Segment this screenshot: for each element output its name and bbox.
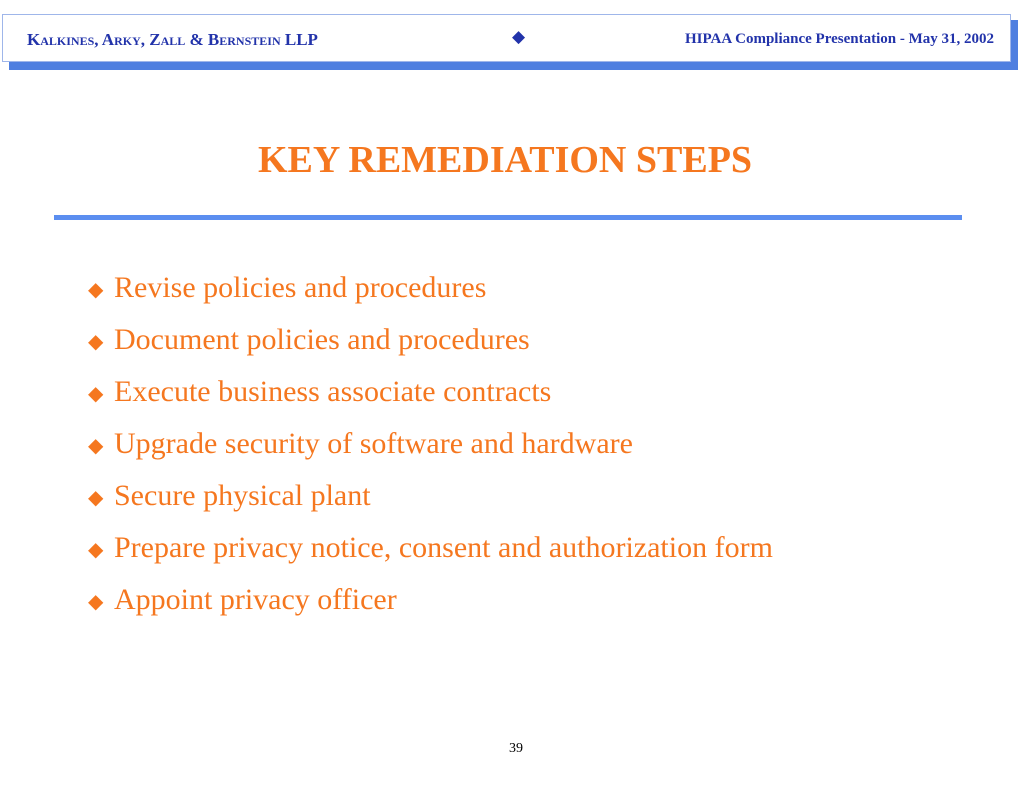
page-number: 39 (509, 741, 523, 756)
bullet-item (88, 314, 773, 366)
bullet-text: Execute business associate contracts (114, 375, 552, 408)
bullet-item (88, 574, 773, 626)
slide-title: KEY REMEDIATION STEPS (257, 139, 753, 181)
firm-name: Kalkines, Arky, Zall & Bernstein LLP (27, 30, 318, 49)
diamond-bullet-icon: ◆ (88, 434, 104, 457)
diamond-bullet-icon: ◆ (88, 278, 104, 301)
bullet-text: Appoint privacy officer (114, 583, 397, 616)
diamond-icon: ◆ (512, 27, 526, 46)
bullet-text: Prepare privacy notice, consent and authorization form (114, 531, 773, 564)
bullet-item (88, 522, 773, 574)
title-divider (54, 215, 962, 220)
presentation-title: HIPAA Compliance Presentation - May 31, 2002 (684, 31, 994, 47)
bullet-text: Document policies and procedures (114, 323, 530, 356)
header-bar (2, 14, 1011, 62)
diamond-bullet-icon: ◆ (88, 486, 104, 509)
diamond-bullet-icon: ◆ (88, 590, 104, 613)
bullet-item (88, 366, 773, 418)
bullet-list (88, 262, 773, 626)
bullet-item (88, 470, 773, 522)
bullet-text: Secure physical plant (114, 479, 371, 512)
bullet-item (88, 262, 773, 314)
diamond-bullet-icon: ◆ (88, 330, 104, 353)
bullet-text: Upgrade security of software and hardware (114, 427, 633, 460)
bullet-text: Revise policies and procedures (114, 271, 487, 304)
bullet-item (88, 418, 773, 470)
diamond-bullet-icon: ◆ (88, 382, 104, 405)
diamond-bullet-icon: ◆ (88, 538, 104, 561)
